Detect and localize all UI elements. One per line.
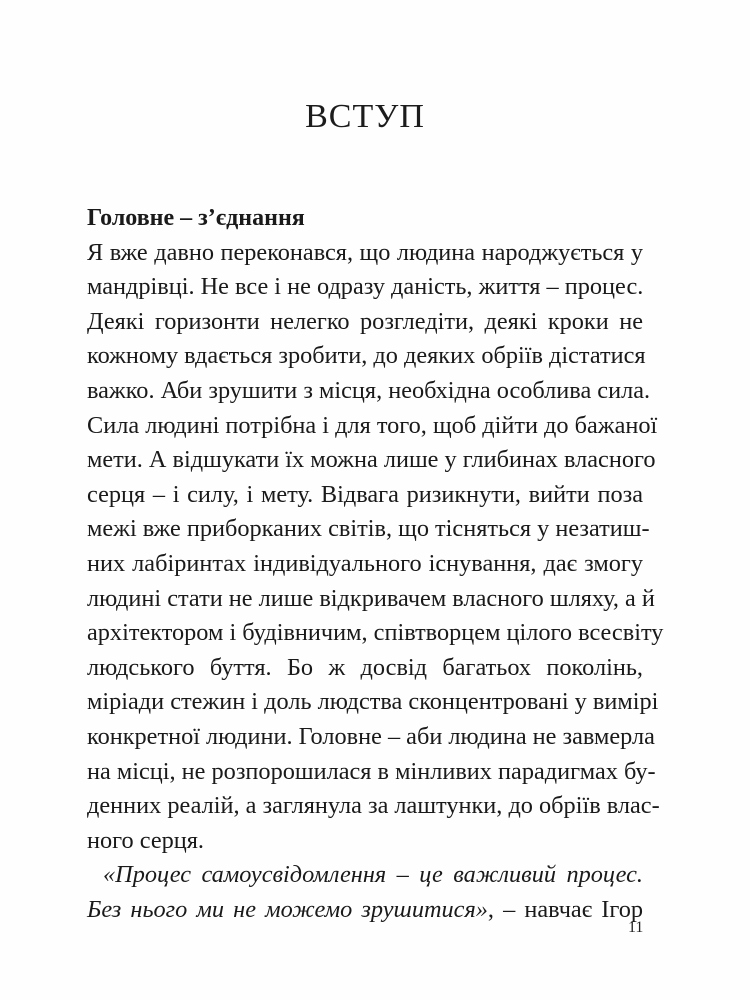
text-line: мандрівці. Не все і не одразу даність, життя – процес.	[87, 273, 644, 301]
text-line: них лабіринтах індивідуального існування, дає змогу	[87, 549, 643, 577]
body-text	[87, 201, 664, 927]
text-line: ного серця.	[87, 826, 204, 854]
text-line: людського буття. Бо ж досвід багатьох поколінь,	[87, 653, 643, 681]
text-line: міріади стежин і доль людства сконцентровані у вимірі	[87, 688, 659, 716]
text-line: Деякі горизонти нелегко розгледіти, деякі кроки не	[87, 307, 643, 335]
text-line: на місці, не розпорошилася в мінливих парадигмах бу-	[87, 757, 656, 785]
quote-line: «Процес самоусвідомлення – це важливий процес.	[103, 861, 643, 889]
text-line: межі вже приборканих світів, що тісняться у незатиш-	[87, 515, 650, 543]
text-line: важко. Аби зрушити з місця, необхідна особлива сила.	[87, 376, 651, 404]
text-line: архітектором і будівничим, співтворцем цілого всесвіту	[87, 619, 664, 647]
text-line: серця – і силу, і мету. Відвага ризикнути, вийти поза	[87, 480, 643, 508]
text-line: конкретної людини. Головне – аби людина не завмерла	[87, 722, 655, 750]
text-line: людині стати не лише відкривачем власного шляху, а й	[87, 584, 655, 612]
attribution-text: , – навчає Ігор	[487, 895, 643, 923]
quote-line-attribution	[87, 893, 643, 928]
text-line: мети. А відшукати їх можна лише у глибинах власного	[87, 446, 656, 474]
text-line: денних реалій, а заглянула за лаштунки, до обріїв влас-	[87, 792, 660, 820]
chapter-title: ВСТУП	[305, 98, 425, 135]
text-line: Сила людині потрібна і для того, щоб дійти до бажаної	[87, 411, 658, 439]
text-line: Я вже давно переконався, що людина народжується у	[87, 238, 643, 266]
quote-italic-part: Без нього ми не можемо зрушитися»	[87, 895, 488, 923]
page-number: 11	[628, 919, 644, 936]
text-line: кожному вдається зробити, до деяких обріїв дістатися	[87, 342, 646, 370]
section-heading: Головне – з’єднання	[87, 205, 305, 231]
